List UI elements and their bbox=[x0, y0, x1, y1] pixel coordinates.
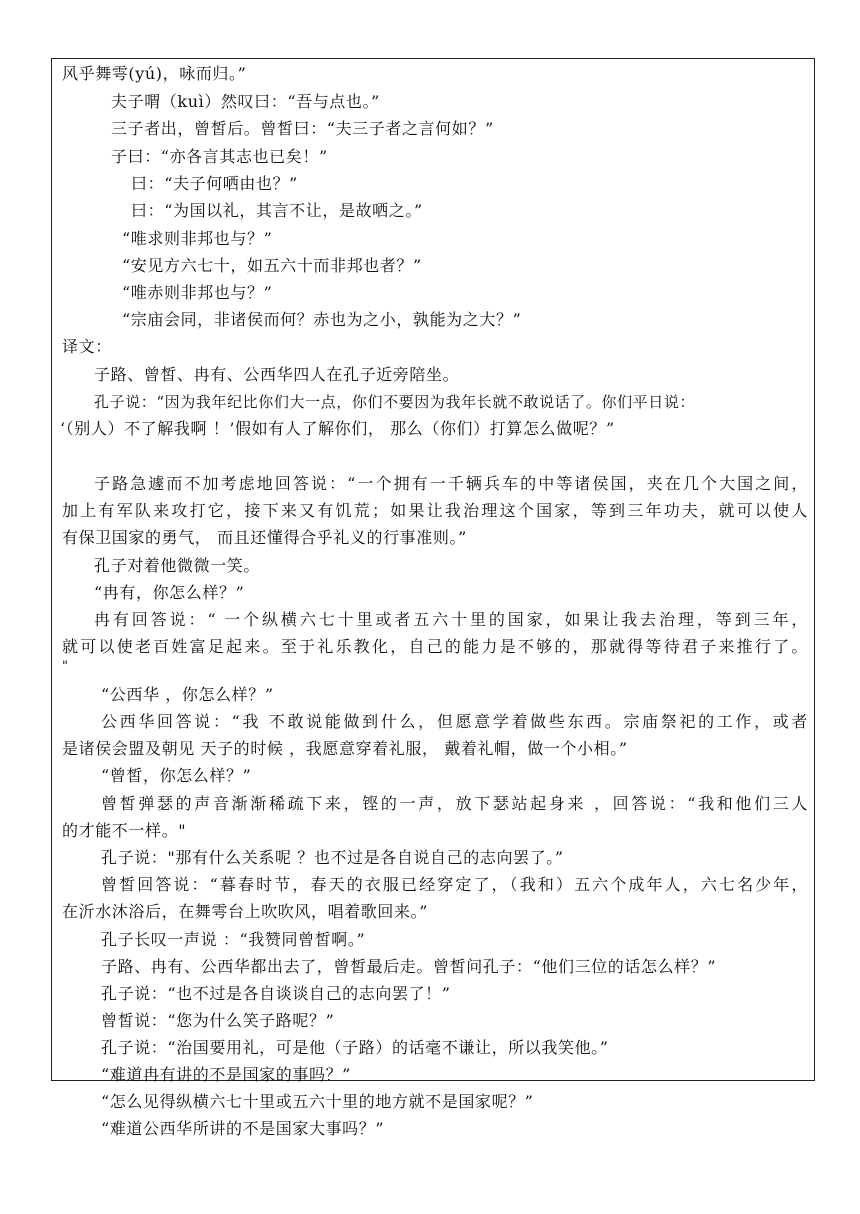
text-line: 子路、曾皙、冉有、公西华四人在孔子近旁陪坐。 bbox=[94, 365, 460, 384]
text-line: “唯赤则非邦也与？” bbox=[122, 283, 273, 302]
text-line: “曾皙，你怎么样？” bbox=[101, 766, 252, 785]
text-line: “怎么见得纵横六七十里或五六十里的地方就不是国家呢？” bbox=[101, 1092, 534, 1111]
text-line: 曾皙回答说：“暮春时节，春天的衣服已经穿定了，（我和）五六个成年人，六七名少年， bbox=[101, 875, 808, 894]
text-line: 加上有军队来攻打它，接下来又有饥荒；如果让我治理这个国家，等到三年功夫，就可以使人 bbox=[62, 501, 808, 520]
section-heading: 译文： bbox=[62, 337, 112, 356]
text-line: “唯求则非邦也与？” bbox=[122, 229, 273, 248]
text-line: 在沂水沐浴后，在舞雩台上吹吹风，唱着歌回来。” bbox=[62, 902, 428, 921]
text-line: ‘（别人）不了解我啊 ！’假如有人了解你们， 那么（你们）打算怎么做呢？” bbox=[60, 419, 615, 438]
text-line: 曰：“为国以礼，其言不让，是故哂之。” bbox=[131, 201, 423, 220]
text-line: 曾皙说：“您为什么笑子路呢？” bbox=[101, 1011, 335, 1030]
text-line: 孔子对着他微微一笑。 bbox=[94, 556, 261, 575]
text-line: 孔子说：“因为我年纪比你们大一点，你们不要因为我年长就不敢说话了。你们平日说： bbox=[94, 393, 696, 411]
text-line: 夫子喟（kuì）然叹曰：“吾与点也。” bbox=[111, 92, 380, 111]
text-line: “难道公西华所讲的不是国家大事吗？” bbox=[101, 1119, 385, 1138]
text-line: 有保卫国家的勇气， 而且还懂得合乎礼义的行事准则。” bbox=[62, 528, 467, 547]
text-line: 三子者出，曾皙后。曾皙曰：“夫三子者之言何如？” bbox=[111, 119, 494, 138]
text-line: 冉有回答说：“ 一个纵横六七十里或者五六十里的国家，如果让我去治理，等到三年， bbox=[94, 610, 808, 629]
text-line: “宗庙会同，非诸侯而何？赤也为之小，孰能为之大？” bbox=[122, 310, 522, 329]
text-line: “难道冉有讲的不是国家的事吗？” bbox=[101, 1065, 351, 1084]
text-line: 孔子说："那有什么关系呢 ？也不过是各自说自己的志向罢了。” bbox=[101, 848, 564, 867]
text-line: “冉有，你怎么样？” bbox=[94, 583, 245, 602]
text-line: 子曰：“亦各言其志也已矣！” bbox=[111, 147, 328, 166]
text-line: “安见方六七十，如五六十而非邦也者？” bbox=[122, 256, 422, 275]
text-line: 曰：“夫子何哂由也？” bbox=[131, 174, 298, 193]
text-line: 孔子说：“治国要用礼，可是他（子路）的话毫不谦让，所以我笑他。” bbox=[101, 1038, 609, 1057]
text-line: 曾皙弹瑟的声音渐渐稀疏下来，铿的一声，放下瑟站起身来 ，回答说：“我和他们三人 bbox=[101, 794, 808, 813]
text-line: 风乎舞雩(yú)，咏而归。” bbox=[62, 64, 247, 83]
text-line: 子路、冉有、公西华都出去了，曾皙最后走。曾皙问孔子：“他们三位的话怎么样？” bbox=[101, 957, 717, 976]
text-line: 是诸侯会盟及朝见 天子的时候 ，我愿意穿着礼服， 戴着礼帽，做一个小相。” bbox=[62, 739, 628, 758]
text-line: 的才能不一样。" bbox=[62, 821, 187, 840]
text-line: 孔子说：“也不过是各自谈谈自己的志向罢了！” bbox=[101, 984, 451, 1003]
text-line: 就可以使老百姓富足起来。至于礼乐教化，自己的能力是不够的，那就得等待君子来推行了。 bbox=[62, 637, 808, 656]
text-line: 子路急遽而不加考虑地回答说：“一个拥有一千辆兵车的中等诸侯国，夹在几个大国之间， bbox=[94, 474, 808, 493]
text-line: 公西华回答说：“我 不敢说能做到什么，但愿意学着做些东西。宗庙祭祀的工作，或者 bbox=[101, 712, 808, 731]
text-line: 孔子长叹一声说 ：“我赞同曾皙啊。” bbox=[101, 930, 366, 949]
text-line: “公西华 ，你怎么样？” bbox=[101, 685, 274, 704]
text-line: " bbox=[62, 659, 69, 674]
